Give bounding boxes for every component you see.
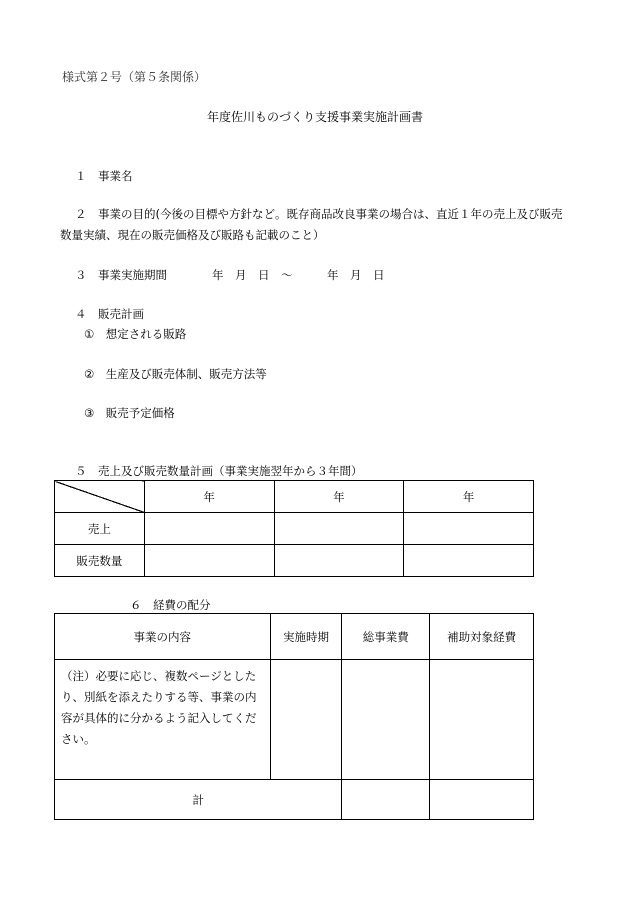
year-header-2: 年 bbox=[274, 481, 404, 513]
header-business-content: 事業の内容 bbox=[55, 614, 271, 660]
expense-note-cell[interactable]: （注）必要に応じ、複数ページとしたり、別紙を添えたりする等、事業の内容が具体的に分かるよう記入してください。 bbox=[55, 660, 271, 780]
table-row bbox=[55, 545, 534, 577]
row-label-volume: 販売数量 bbox=[55, 545, 145, 577]
sales-cell-year-3[interactable] bbox=[404, 513, 534, 545]
sales-cell-year-1[interactable] bbox=[144, 513, 274, 545]
period-cell[interactable] bbox=[270, 660, 342, 780]
total-cost-cell[interactable] bbox=[342, 660, 430, 780]
eligible-cost-cell[interactable] bbox=[430, 660, 534, 780]
table-row bbox=[55, 660, 534, 780]
expense-header-row bbox=[55, 614, 534, 660]
volume-cell-year-2[interactable] bbox=[274, 545, 404, 577]
volume-cell-year-1[interactable] bbox=[144, 545, 274, 577]
section-5-sales-volume-plan: ５ 売上及び販売数量計画（事業実施翌年から３年間） bbox=[75, 464, 363, 478]
header-eligible-cost: 補助対象経費 bbox=[430, 614, 534, 660]
section-3-period-label: ３ 事業実施期間 bbox=[75, 268, 167, 282]
section-6-expense-allocation: ６ 経費の配分 bbox=[130, 598, 211, 612]
section-2-line-2: 数量実績、現在の販売価格及び販路も記載のこと） bbox=[60, 228, 325, 242]
row-label-sales: 売上 bbox=[55, 513, 145, 545]
sales-cell-year-2[interactable] bbox=[274, 513, 404, 545]
header-total-cost: 総事業費 bbox=[342, 614, 430, 660]
eligible-cost-sum-cell[interactable] bbox=[430, 780, 534, 820]
expense-table bbox=[54, 613, 534, 820]
section-4-item-2: ② 生産及び販売体制、販売方法等 bbox=[84, 367, 267, 381]
diagonal-header-cell bbox=[55, 481, 145, 513]
sales-plan-table bbox=[54, 480, 534, 577]
header-implementation-period: 実施時期 bbox=[270, 614, 342, 660]
table-row bbox=[55, 513, 534, 545]
expense-total-row bbox=[55, 780, 534, 820]
sales-table-header-row bbox=[55, 481, 534, 513]
section-2-purpose bbox=[60, 204, 580, 246]
section-4-item-1: ① 想定される販路 bbox=[84, 327, 187, 341]
total-label: 計 bbox=[55, 780, 342, 820]
section-2-line-1: ２ 事業の目的(今後の目標や方針など。既存商品改良事業の場合は、直近１年の売上及び販売 bbox=[75, 207, 563, 221]
total-cost-sum-cell[interactable] bbox=[342, 780, 430, 820]
year-header-3: 年 bbox=[404, 481, 534, 513]
section-1-business-name: １ 事業名 bbox=[75, 169, 133, 183]
section-4-item-3: ③ 販売予定価格 bbox=[84, 406, 175, 420]
form-number: 様式第２号（第５条関係） bbox=[62, 70, 207, 84]
volume-cell-year-3[interactable] bbox=[404, 545, 534, 577]
section-3-period-dates: 年 月 日 ～ 年 月 日 bbox=[212, 268, 385, 282]
document-title: 年度佐川ものづくり支援事業実施計画書 bbox=[206, 110, 423, 124]
section-4-sales-plan: ４ 販売計画 bbox=[75, 307, 144, 321]
year-header-1: 年 bbox=[144, 481, 274, 513]
